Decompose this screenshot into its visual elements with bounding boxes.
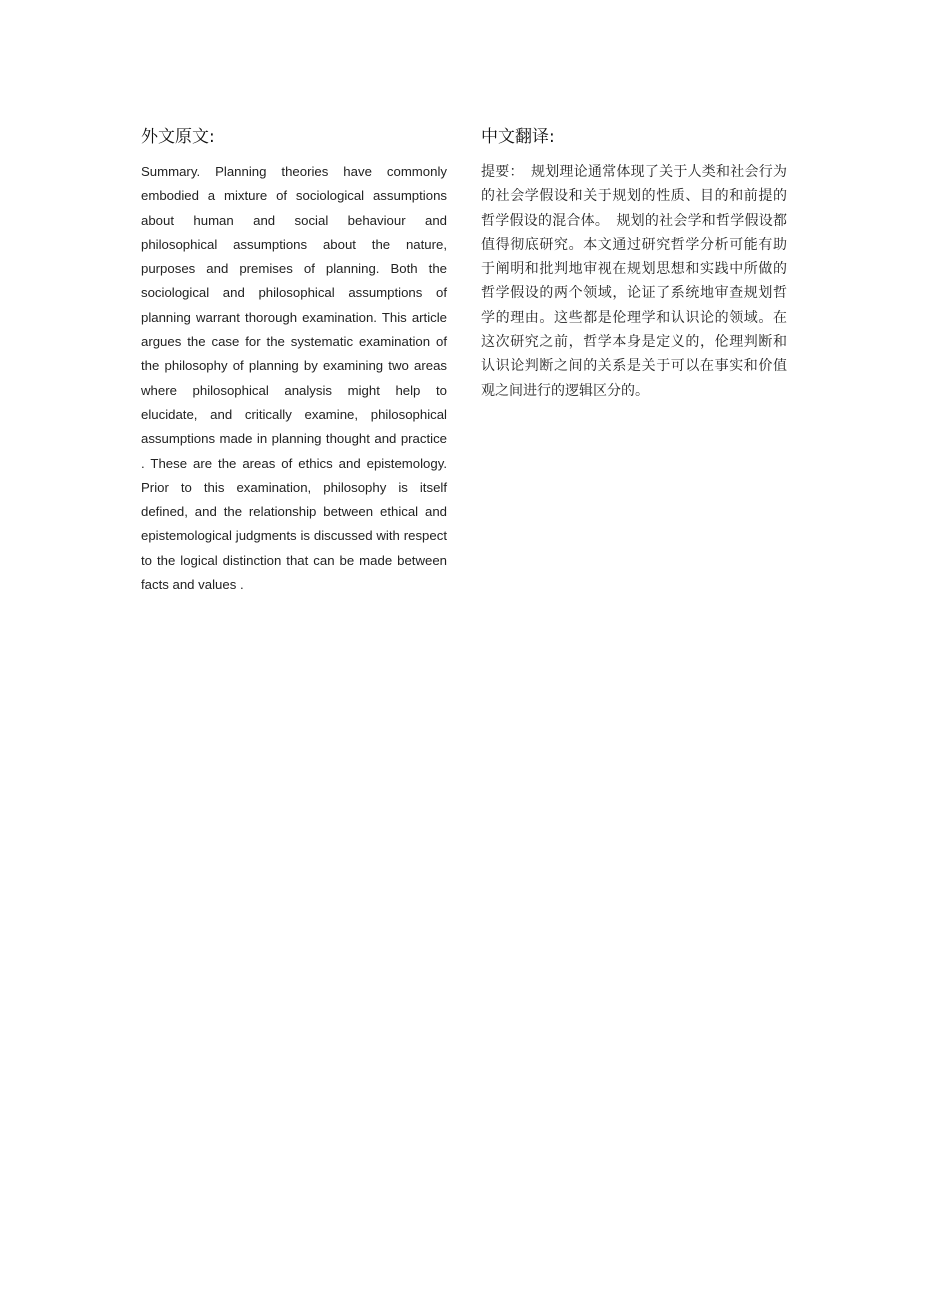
translation-column: [481, 124, 787, 403]
original-text-column: [141, 124, 447, 597]
translation-heading: 中文翻译:: [481, 127, 555, 147]
original-paragraph: Summary. Planning theories have commonly embodied a mixture of sociological assumptions about human and social behaviour and philosophical assumptions about the nature, purposes and premises of planning. Both the sociological and philosophical assumptions of planning warrant thorough examination. This article argues the case for the systematic examination of the philosophy of planning by examining two areas where philosophical analysis might help to elucidate, and critically examine, philosophical assumptions made in planning thought and practice . These are the areas of ethics and epistemology. Prior to this examination, philosophy is itself defined, and the relationship between ethical and epistemological judgments is discussed with respect to the logical distinction that can be made between facts and values .: [141, 164, 447, 593]
original-heading: 外文原文:: [141, 127, 215, 147]
translation-paragraph: 提要： 规划理论通常体现了关于人类和社会行为的社会学假设和关于规划的性质、目的和前提的哲学假设的混合体。 规划的社会学和哲学假设都值得彻底研究。本文通过研究哲学分析可能有助于阐明和批判地审视在规划思想和实践中所做的哲学假设的两个领域，论证了系统地审查规划哲学的理由。这些都是伦理学和认识论的领域。在这次研究之前，哲学本身是定义的，伦理判断和认识论判断之间的关系是关于可以在事实和价值观之间进行的逻辑区分的。: [481, 164, 787, 399]
